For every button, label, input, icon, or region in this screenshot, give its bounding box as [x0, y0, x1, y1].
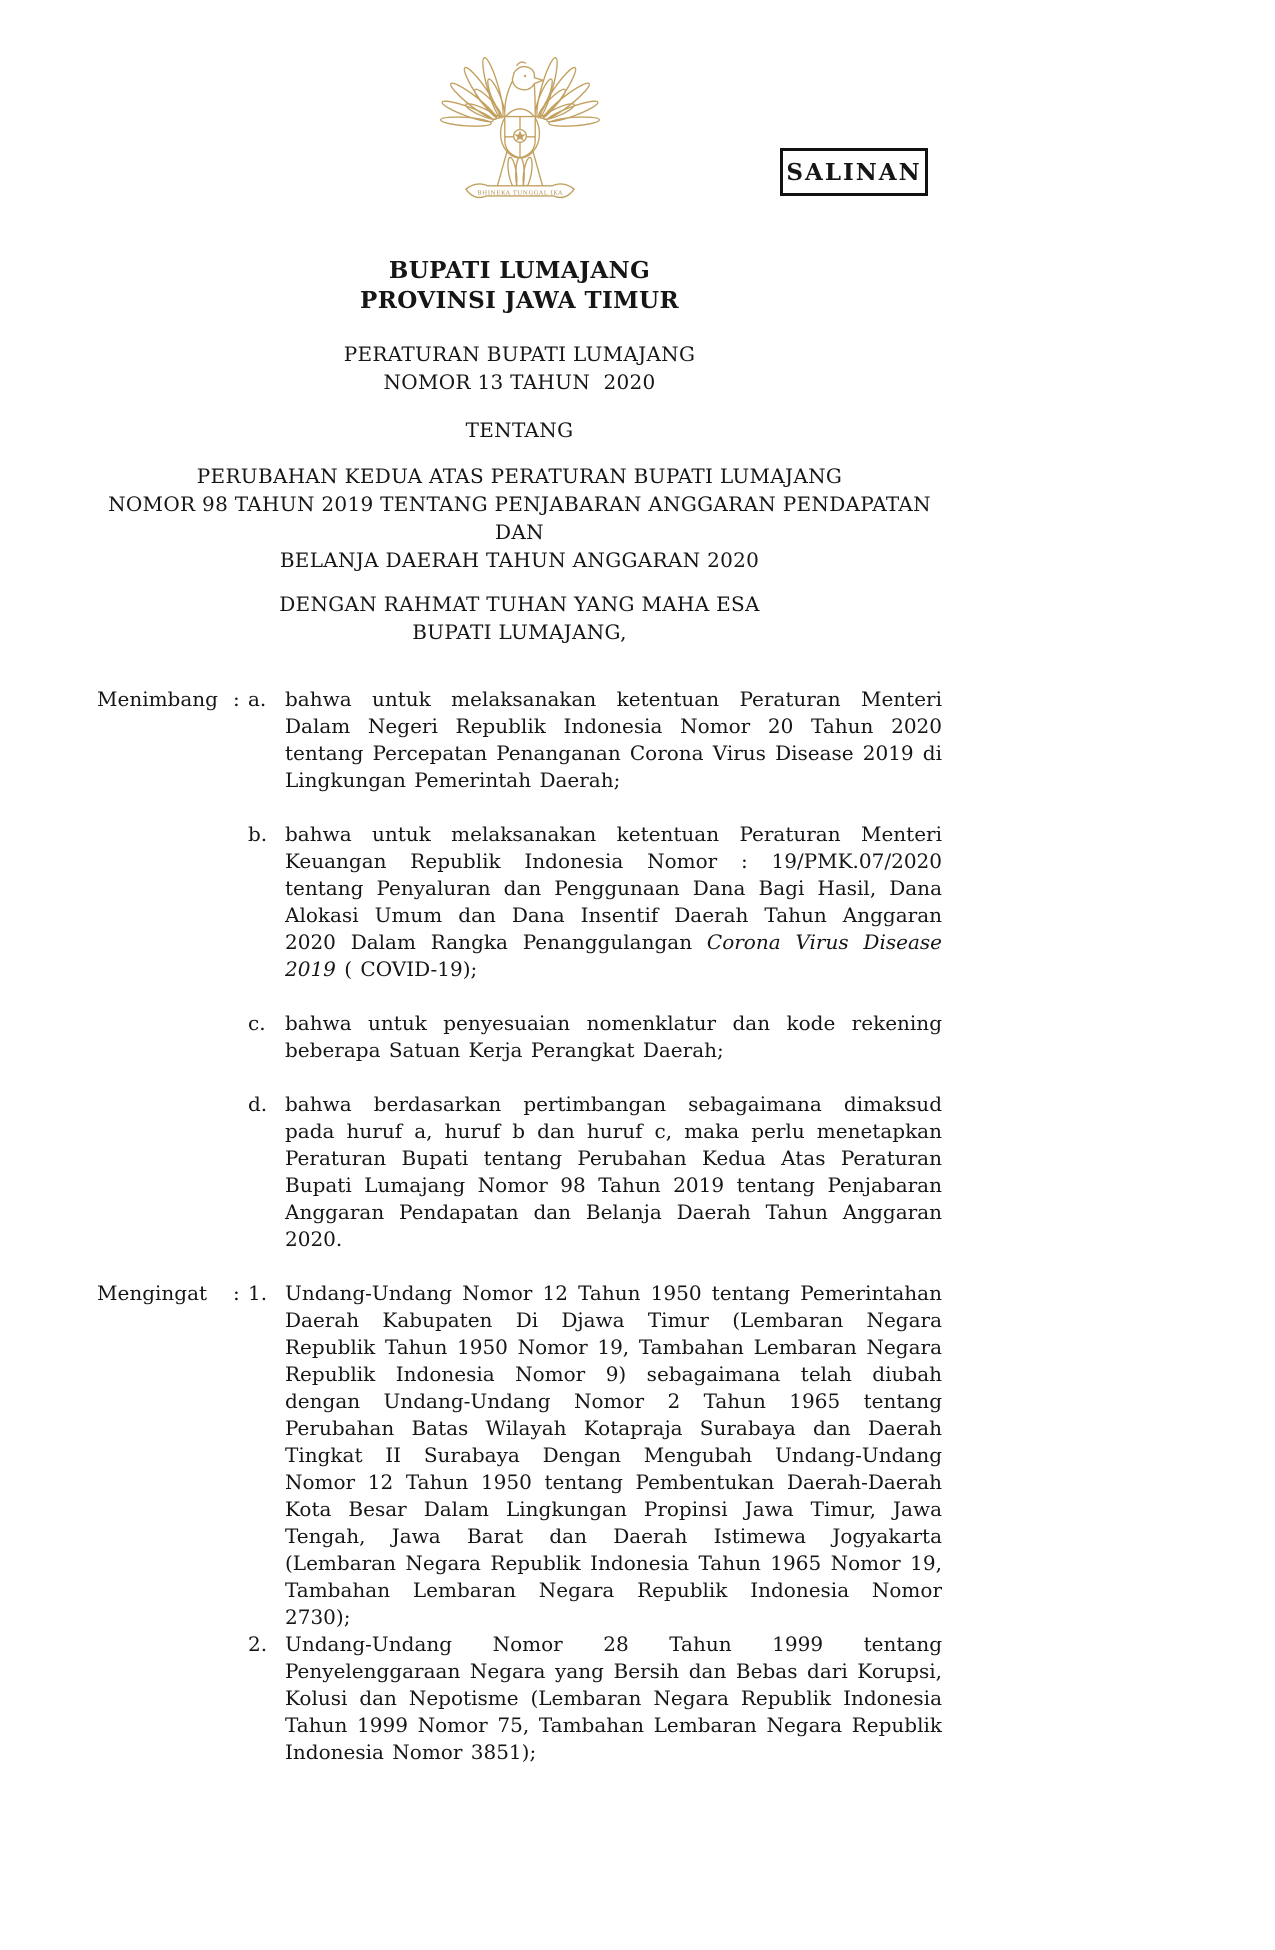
item-text: [285, 821, 942, 983]
menimbang-item-a: [97, 686, 942, 794]
document-content: [97, 0, 942, 1766]
tentang-label: TENTANG: [465, 418, 574, 442]
item-text-italic: Corona Virus Disease 2019: [285, 930, 942, 981]
mengingat-colon: :: [233, 1281, 240, 1305]
item-text-plain: bahwa untuk melaksanakan ketentuan Peraturan Menteri Keuangan Republik Indonesia Nomor : 19/PMK.07/2020 tentang Penyaluran dan Penggunaan Dana Bagi Hasil, Dana Alokasi Umum dan Dana Insentif Daerah Tahun Anggaran 2020 Dalam Rangka Penanggulangan: [285, 822, 942, 954]
item-text-plain: ( COVID-19);: [335, 957, 478, 981]
menimbang-label: Menimbang: [97, 687, 218, 711]
item-marker: 2.: [248, 1632, 268, 1656]
item-marker: b.: [248, 822, 268, 846]
regulation-number: NOMOR 13 TAHUN 2020: [383, 370, 656, 394]
section-mengingat: [97, 1280, 942, 1766]
item-text: bahwa untuk penyesuaian nomenklatur dan kode rekening beberapa Satuan Kerja Perangkat Daerah;: [285, 1011, 942, 1062]
emblem-motto-text: BHINEKA TUNGGAL IKA: [476, 190, 563, 197]
authority-title-line1: BUPATI LUMAJANG: [388, 257, 651, 284]
item-marker: d.: [248, 1092, 268, 1116]
regulation-title: PERATURAN BUPATI LUMAJANG: [343, 342, 696, 366]
item-marker: 1.: [248, 1281, 268, 1305]
mengingat-item-2: [97, 1631, 942, 1766]
salinan-stamp: SALINAN: [780, 148, 928, 196]
authority-signature-line: BUPATI LUMAJANG,: [412, 620, 627, 644]
menimbang-item-d: [97, 1091, 942, 1253]
document-body: [97, 686, 942, 1766]
garuda-pancasila-emblem: [427, 54, 613, 223]
mengingat-label: Mengingat: [97, 1281, 208, 1305]
item-text: bahwa berdasarkan pertimbangan sebagaimana dimaksud pada huruf a, huruf b dan huruf c, maka perlu menetapkan Peraturan Bupati tentang Perubahan Kedua Atas Peraturan Bupati Lumajang Nomor 98 Tahun 2019 tentang Penjabaran Anggaran Pendapatan dan Belanja Daerah Tahun Anggaran 2020.: [285, 1092, 942, 1251]
menimbang-item-c: [97, 1010, 942, 1064]
item-marker: c.: [248, 1011, 266, 1035]
subject-line-2: NOMOR 98 TAHUN 2019 TENTANG PENJABARAN ANGGARAN PENDAPATAN DAN: [108, 492, 938, 544]
invocation-line: DENGAN RAHMAT TUHAN YANG MAHA ESA: [279, 592, 760, 616]
section-menimbang: [97, 686, 942, 1253]
item-text: Undang-Undang Nomor 28 Tahun 1999 tentang Penyelenggaraan Negara yang Bersih dan Bebas dari Korupsi, Kolusi dan Nepotisme (Lembaran Negara Republik Indonesia Tahun 1999 Nomor 75, Tambahan Lembaran Negara Republik Indonesia Nomor 3851);: [285, 1632, 942, 1764]
menimbang-colon: :: [233, 687, 240, 711]
item-text: bahwa untuk melaksanakan ketentuan Peraturan Menteri Dalam Negeri Republik Indonesia Nomor 20 Tahun 2020 tentang Percepatan Penanganan Corona Virus Disease 2019 di Lingkungan Pemerintah Daerah;: [285, 687, 942, 792]
item-text: Undang-Undang Nomor 12 Tahun 1950 tentang Pemerintahan Daerah Kabupaten Di Djawa Timur (Lembaran Negara Republik Tahun 1950 Nomor 19, Tambahan Lembaran Negara Republik Indonesia Nomor 9) sebagaimana telah diubah dengan Undang-Undang Nomor 2 Tahun 1965 tentang Perubahan Batas Wilayah Kotapraja Surabaya dan Daerah Tingkat II Surabaya Dengan Mengubah Undang-Undang Nomor 12 Tahun 1950 tentang Pembentukan Daerah-Daerah Kota Besar Dalam Lingkungan Propinsi Jawa Timur, Jawa Tengah, Jawa Barat dan Daerah Istimewa Jogyakarta (Lembaran Negara Republik Indonesia Tahun 1965 Nomor 19, Tambahan Lembaran Negara Republik Indonesia Nomor 2730);: [285, 1281, 942, 1629]
subject-line-3: BELANJA DAERAH TAHUN ANGGARAN 2020: [279, 548, 760, 572]
authority-title-line2: PROVINSI JAWA TIMUR: [360, 287, 679, 314]
subject-line-1: PERUBAHAN KEDUA ATAS PERATURAN BUPATI LUMAJANG: [196, 464, 843, 488]
mengingat-item-1: [97, 1280, 942, 1631]
menimbang-item-b: [97, 821, 942, 983]
item-marker: a.: [248, 687, 267, 711]
